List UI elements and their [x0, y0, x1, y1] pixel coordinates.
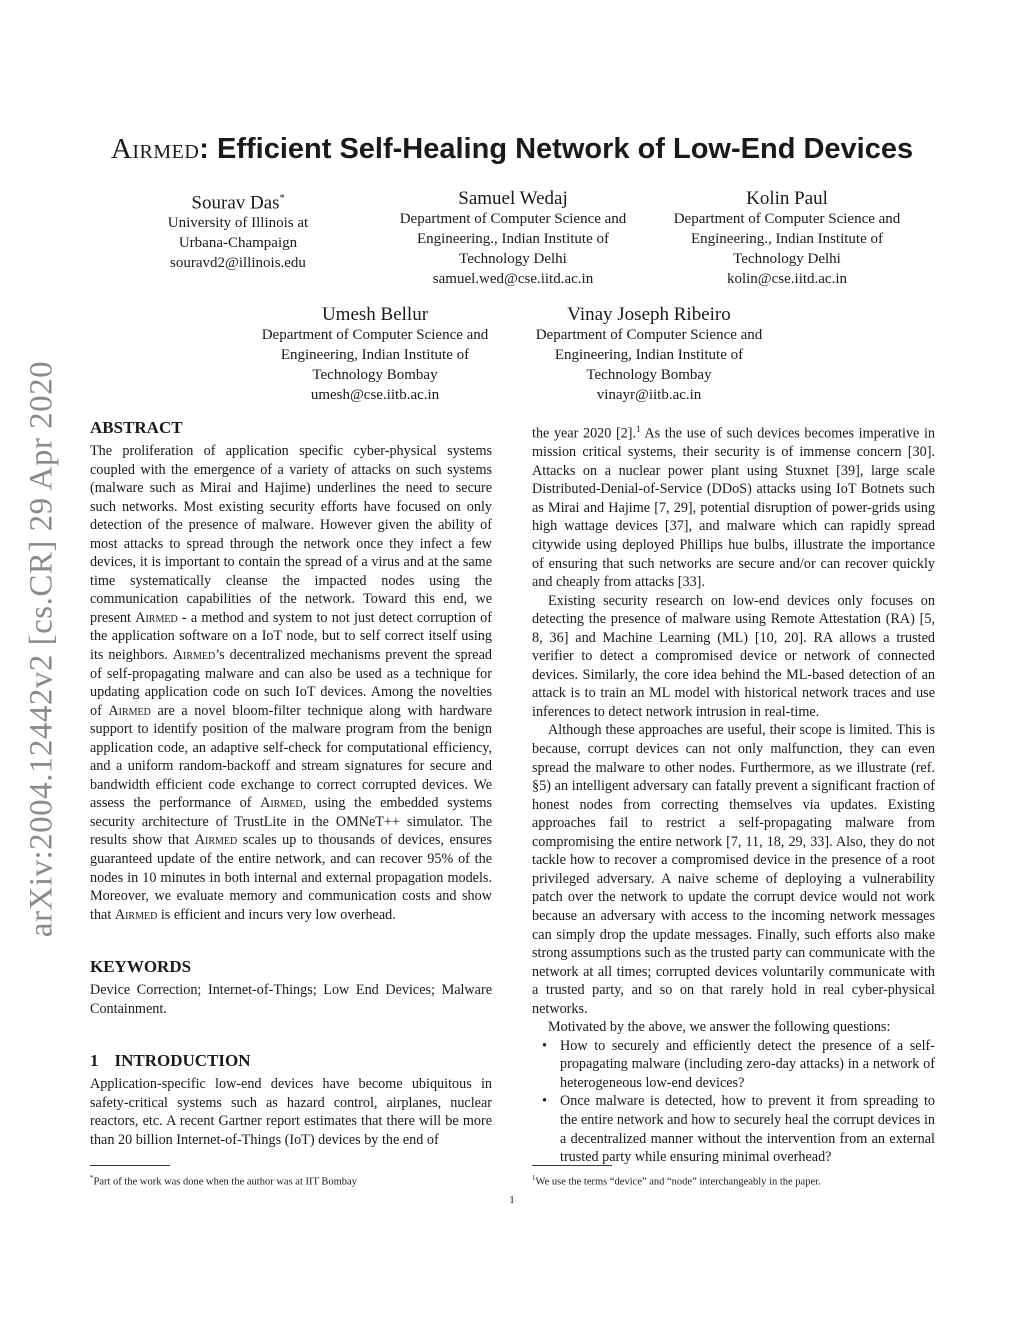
- author-affiliation: Technology Bombay: [312, 367, 438, 383]
- right-column-body: [532, 420, 935, 1167]
- keywords-body: Device Correction; Internet-of-Things; Low End Devices; Malware Containment.: [90, 982, 492, 1017]
- author-block: [138, 187, 338, 273]
- author-block: [509, 303, 789, 405]
- author-affiliation: University of Illinois at: [167, 215, 309, 232]
- author-affiliation: Engineering., Indian Institute of: [690, 231, 884, 247]
- footnote-rule: [532, 1165, 612, 1166]
- terminology-footnote: $^1$We use the terms “device” and “node” interchangeably in the paper.: [532, 1174, 821, 1188]
- author-email: samuel.wed@cse.iitd.ac.in: [432, 271, 594, 287]
- paragraph: Although these approaches are useful, their scope is limited. This is because, corrupt devices can not only malfunction, they can even spread the malware to other nodes. Furthermore, as we illustrate (ref. §5) an intelligent adversary can fatally prevent a significant fraction of honest nodes from correcting themselves via updates. Existing approaches fail to restrict a self-propagating malware from compromising the entire network [7, 11, 18, 29, 33]. Also, they do not tackle how to recover a compromised device in the presence of a root privileged adversary. A naive scheme of deploying a vulnerability patch over the network to update the corrupt device would not work because an adversary with access to the incoming network messages can simply drop the update messages. Finally, such efforts also make strong assumptions such as the trusted party can communicate with the network at all times; corrupted devices voluntarily communicate with a trusted party, and so on that rarely hold in real cyber-physical networks.: [532, 722, 935, 1017]
- abstract-body: The proliferation of application specific cyber-physical systems coupled with the emergence of a variety of attacks on such systems (malware such as Mirai and Hajime) underlines the need to secure such networks. Most existing security efforts have focused on only detection of the presence of malware. However given the ability of most attacks to spread through the network once they infect a few devices, it is important to contain the spread of a virus and at the same time systematically cleanse the impacted nodes using the communication capabilities of the network. Toward this end, we present Airmed - a method and system to not just detect corruption of the application software on a IoT node, but to self correct itself using its neighbors. Airmed’s decentralized mechanisms prevent the spread of self-propagating malware and can also be used as a technique for updating application code on such IoT devices. Among the novelties of Airmed are a novel bloom-filter technique along with hardware support to identify position of the malware program from the benign application code, an adaptive self-check for computational efficiency, and a uniform random-backoff and stream signatures for secure and bandwidth efficient code exchange to correct corrupted devices. We assess the performance of Airmed, using the embedded systems security architecture of TrustLite in the OMNeT++ simulator. The results show that Airmed scales up to thousands of devices, ensures guaranteed update of the entire network, and can recover 95% of the nodes in 10 minutes in both internal and external propagation models. Moreover, we evaluate memory and communication costs and show that Airmed is efficient and incurs very low overhead.: [90, 443, 492, 923]
- author-name: Samuel Wedaj: [458, 188, 568, 209]
- author-email: umesh@cse.iitb.ac.in: [310, 387, 440, 403]
- author-affiliation: Department of Computer Science and: [399, 211, 627, 227]
- system-name: Airmed: [114, 906, 158, 923]
- author-email: souravd2@illinois.edu: [170, 255, 306, 272]
- title-rest: : Efficient Self-Healing Network of Low-End Devices: [199, 133, 914, 165]
- author-footnote-mark: *: [279, 193, 285, 204]
- author-name: Sourav Das: [191, 192, 280, 214]
- list-item: • How to securely and efficiently detect the presence of a self-propagating malware (including zero-day attacks) in a network of heterogeneous low-end devices?: [532, 1037, 935, 1093]
- list-item: • Once malware is detected, how to prevent it from spreading to the entire network and how to securely heal the corrupt devices in a decentralized manner without the intervention from an external trusted party while ensuring minimal overhead?: [532, 1092, 935, 1166]
- author-affiliation: Engineering., Indian Institute of: [416, 231, 610, 247]
- system-name: Airmed: [135, 609, 178, 626]
- footnote-rule: [90, 1165, 170, 1166]
- system-name: Airmed: [172, 647, 216, 664]
- arxiv-identifier: arXiv:2004.12442v2 [cs.CR] 29 Apr 2020: [23, 360, 60, 938]
- author-footnote: *Part of the work was done when the author was at IIT Bombay: [90, 1174, 357, 1188]
- paper-title: [0, 133, 1024, 166]
- author-name: Vinay Joseph Ribeiro: [567, 304, 731, 325]
- author-affiliation: Engineering, Indian Institute of: [554, 347, 744, 363]
- introduction-heading: 1 INTRODUCTION: [90, 1051, 251, 1070]
- keywords-heading: KEYWORDS: [90, 957, 192, 976]
- abstract-heading: ABSTRACT: [90, 418, 183, 437]
- author-affiliation: Department of Computer Science and: [673, 211, 901, 227]
- page-number: 1: [509, 1194, 515, 1206]
- introduction-body: Application-specific low-end devices have become ubiquitous in safety-critical systems such as hazard control, airplanes, nuclear reactors, etc. A recent Gartner report estimates that there will be more than 20 billion Internet-of-Things (IoT) devices by the end of: [90, 1076, 492, 1148]
- paragraph: Motivated by the above, we answer the following questions:: [548, 1019, 891, 1036]
- author-block: [235, 303, 515, 405]
- author-affiliation: Engineering, Indian Institute of: [280, 347, 470, 363]
- author-name: Kolin Paul: [746, 188, 828, 209]
- author-affiliation: Technology Bombay: [586, 367, 712, 383]
- author-email: vinayr@iitb.ac.in: [596, 387, 702, 403]
- questions-list: [532, 1037, 935, 1167]
- author-block: [373, 187, 653, 289]
- system-name: Airmed: [110, 133, 200, 165]
- author-affiliation: Technology Delhi: [459, 251, 567, 267]
- author-affiliation: Department of Computer Science and: [535, 327, 763, 343]
- paragraph: the year 2020 [2].$^1$ As the use of such devices becomes imperative in mission critical systems, their security is of immense concern [30]. Attacks on a nuclear power plant using Stuxnet [39], large scale Distributed-Denial-of-Service (DDoS) attacks using IoT Botnets such as Mirai and Hajime [7, 29], potential disruption of power-grids using high wattage devices [37], and malware which can rapidly spread citywide using deployed Phillips hue bulbs, illustrate the importance of ensuring that such networks are secure and/or can recover quickly and cheaply from attacks [33].: [532, 424, 935, 591]
- system-name: Airmed: [260, 795, 303, 812]
- system-name: Airmed: [108, 702, 151, 719]
- author-name: Umesh Bellur: [321, 304, 429, 325]
- author-affiliation: Urbana-Champaign: [178, 235, 298, 252]
- footnote-mark: 1: [636, 424, 641, 434]
- system-name: Airmed: [194, 832, 238, 849]
- author-affiliation: Technology Delhi: [733, 251, 841, 267]
- author-email: kolin@cse.iitd.ac.in: [726, 271, 848, 287]
- author-block: [647, 187, 927, 289]
- author-affiliation: Department of Computer Science and: [261, 327, 489, 343]
- paragraph: Existing security research on low-end devices only focuses on detecting the presence of malware using Remote Attestation (RA) [5, 8, 36] and Machine Learning (ML) [10, 20]. RA allows a trusted verifier to detect a compromised device or network of connected devices. Similarly, the core idea behind the ML-based detection of an attack is to train an ML model with historical network traces and use inferences to detect network intrusion in real-time.: [532, 592, 935, 720]
